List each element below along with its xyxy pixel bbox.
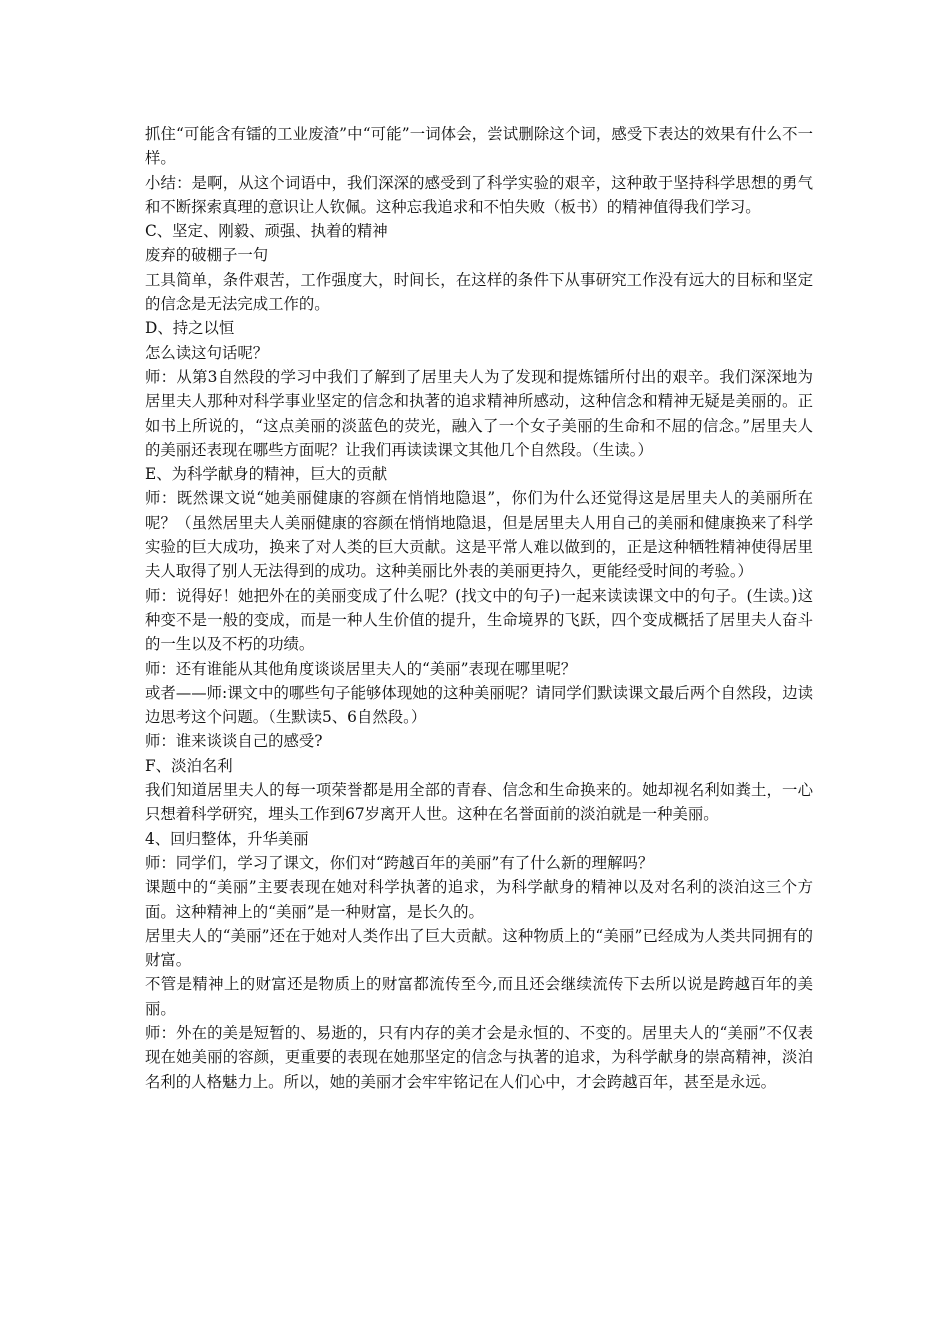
paragraph-8: 师：从第3自然段的学习中我们了解到了居里夫人为了发现和提炼镭所付出的艰辛。我们深深地为居里夫人那种对科学事业坚定的信念和执著的追求精神所感动，这种信念和精神无疑是美丽的。正如书上所说的，“这点美丽的淡蓝色的荧光，融入了一个女子美丽的生命和不屈的信念。”居里夫人的美丽还表现在哪些方面呢？让我们再读读课文其他几个自然段。（生读。） xyxy=(145,367,813,459)
document-body xyxy=(145,122,813,1094)
paragraph-10: 师：既然课文说“她美丽健康的容颜在悄悄地隐退”，你们为什么还觉得这是居里夫人的美丽所在呢？（虽然居里夫人美丽健康的容颜在悄悄地隐退，但是居里夫人用自己的美丽和健康换来了科学实验的巨大成功，换来了对人类的巨大贡献。这是平常人难以做到的，正是这种牺牲精神使得居里夫人取得了别人无法得到的成功。这种美丽比外表的美丽更持久，更能经受时间的考验。） xyxy=(145,489,813,581)
section-heading-d: D、持之以恒 xyxy=(145,319,235,338)
paragraph-21: 不管是精神上的财富还是物质上的财富都流传至今,而且还会继续流传下去所以说是跨越百年的美丽。 xyxy=(145,975,813,1018)
paragraph-11: 师：说得好！她把外在的美丽变成了什么呢？(找文中的句子)一起来读读课文中的句子。(生读。)这种变不是一般的变成，而是一种人生价值的提升，生命境界的飞跃，四个变成概括了居里夫人奋斗的一生以及不朽的功绩。 xyxy=(145,586,813,654)
section-heading-c: C、坚定、刚毅、顽强、执着的精神 xyxy=(145,222,388,241)
paragraph-14: 师：谁来谈谈自己的感受? xyxy=(145,732,323,751)
paragraph-18: 师：同学们，学习了课文，你们对“跨越百年的美丽”有了什么新的理解吗？ xyxy=(145,853,654,872)
paragraph-4: 废弃的破棚子一句 xyxy=(145,246,269,265)
paragraph-2: 小结：是啊，从这个词语中，我们深深的感受到了科学实验的艰辛，这种敢于坚持科学思想的勇气和不断探索真理的意识让人钦佩。这种忘我追求和不怕失败（板书）的精神值得我们学习。 xyxy=(145,173,813,216)
paragraph-20: 居里夫人的“美丽”还在于她对人类作出了巨大贡献。这种物质上的“美丽”已经成为人类共同拥有的财富。 xyxy=(145,926,813,970)
paragraph-22: 师：外在的美是短暂的、易逝的，只有内存的美才会是永恒的、不变的。居里夫人的“美丽”不仅表现在她美丽的容颜，更重要的表现在她那坚定的信念与执著的追求，为科学献身的崇高精神，淡泊名利的人格魅力上。所以，她的美丽才会牢牢铭记在人们心中，才会跨越百年，甚至是永远。 xyxy=(145,1023,813,1091)
paragraph-13: 或者——师:课文中的哪些句子能够体现她的这种美丽呢？请同学们默读课文最后两个自然段，边读边思考这个问题。（生默读5、6自然段。） xyxy=(145,683,813,727)
section-heading-f: F、淡泊名利 xyxy=(145,756,233,775)
section-heading-e: E、为科学献身的精神，巨大的贡献 xyxy=(145,465,388,484)
paragraph-19: 课题中的“美丽”主要表现在她对科学执著的追求，为科学献身的精神以及对名利的淡泊这三个方面。这种精神上的“美丽”是一种财富，是长久的。 xyxy=(145,878,813,921)
paragraph-12: 师：还有谁能从其他角度谈谈居里夫人的“美丽”表现在哪里呢？ xyxy=(145,659,577,678)
paragraph-5: 工具简单，条件艰苦，工作强度大，时间长，在这样的条件下从事研究工作没有远大的目标和坚定的信念是无法完成工作的。 xyxy=(145,270,813,314)
section-heading-4: 4、回归整体，升华美丽 xyxy=(145,829,309,848)
paragraph-16: 我们知道居里夫人的每一项荣誉都是用全部的青春、信念和生命换来的。她却视名利如粪土，一心只想着科学研究，埋头工作到67岁离开人世。这种在名誉面前的淡泊就是一种美丽。 xyxy=(145,781,813,824)
paragraph-1: 抓住“可能含有镭的工业废渣”中“可能”一词体会，尝试删除这个词，感受下表达的效果有什么不一样。 xyxy=(145,125,813,168)
paragraph-7: 怎么读这句话呢？ xyxy=(145,343,269,362)
